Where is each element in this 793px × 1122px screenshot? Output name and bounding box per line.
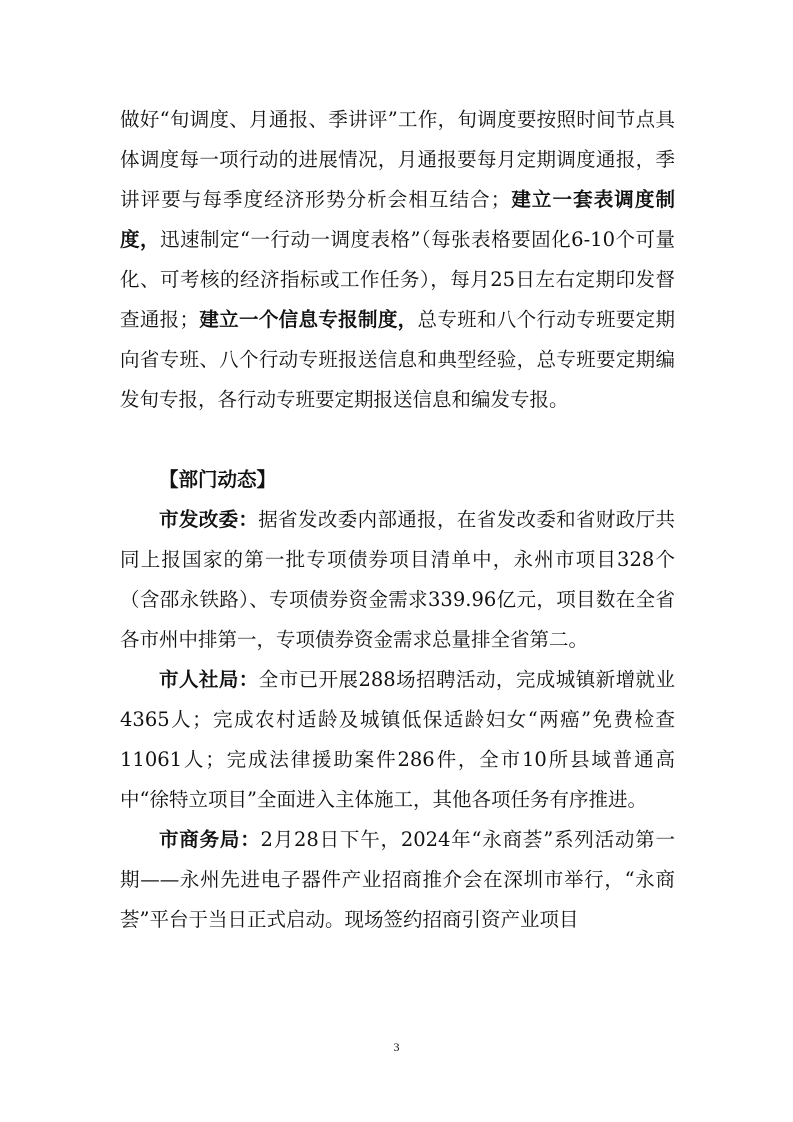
item-text: 全市已开展288场招聘活动，完成城镇新增就业4365人；完成农村适龄及城镇低保适龄妇女“两癌”免费检查11061人；完成法律援助案件286件，全市10所县域普通高中“徐特立项目”全面进入主体施工，其他各项任务有序推进。 (120, 668, 675, 811)
paragraph-text: 做好“旬调度、月通报、季讲评”工作，旬调度要按照时间节点具体调度每一项行动的进展情况，月通报要每月定期调度通报，季讲评要与每季度经济形势分析会相互结合； (120, 108, 675, 211)
item-text: 据省发改委内部通报，在省发改委和省财政厅共同上报国家的第一批专项债券项目清单中，永州市项目328个（含邵永铁路）、专项债券资金需求339.96亿元，项目数在全省各市州中排第一，专项债券资金需求总量排全省第二。 (120, 508, 675, 651)
item-development-reform (120, 500, 675, 660)
item-lead: 市人社局： (159, 668, 259, 691)
item-lead: 市发改委： (159, 508, 259, 531)
page-number: 3 (393, 1040, 400, 1054)
item-lead: 市商务局： (159, 828, 261, 851)
paragraph-text: 迅速制定“一行动一调度表格”（每张表格要固化6-10个可量化、可考核的经济指标或工作任务），每月25日左右定期印发督查通报； (120, 228, 675, 331)
item-human-resources (120, 660, 675, 820)
document-body (120, 100, 675, 940)
blank-line (120, 420, 675, 460)
bold-phrase: 建立一个信息专报制度， (199, 308, 418, 331)
section-heading: 【部门动态】 (159, 468, 277, 491)
paragraph-work-mechanism (120, 100, 675, 420)
bold-phrase: 建立一套表调度制度， (120, 188, 675, 251)
item-commerce (120, 820, 675, 940)
paragraph-text: 总专班和八个行动专班要定期向省专班、八个行动专班报送信息和典型经验，总专班要定期编发旬专报，各行动专班要定期报送信息和编发专报。 (120, 308, 675, 411)
item-text: 2月28日下午，2024年“永商荟”系列活动第一期——永州先进电子器件产业招商推介会在深圳市举行，“永商荟”平台于当日正式启动。现场签约招商引资产业项目 (120, 828, 675, 931)
